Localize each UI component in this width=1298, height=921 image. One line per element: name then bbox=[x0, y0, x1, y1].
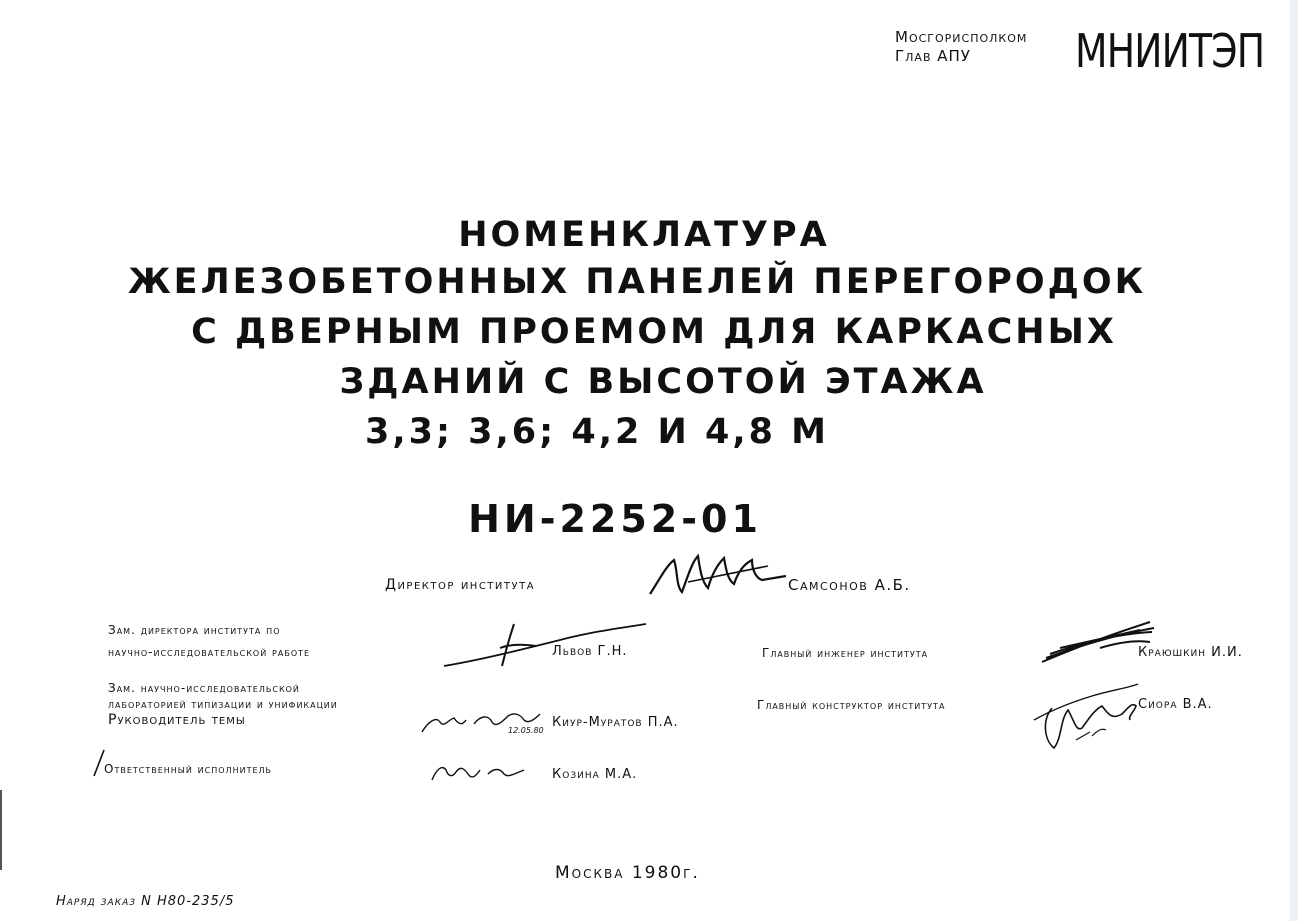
lab-head-role-line-3: Руководитель темы bbox=[108, 712, 246, 728]
deputy-research-role-line-1: Зам. директора института по bbox=[108, 623, 281, 637]
title-line-4: ЗДАНИЙ С ВЫСОТОЙ ЭТАЖА bbox=[339, 362, 987, 402]
org-line-1: Мосгорисполком bbox=[895, 28, 1028, 46]
org-line-2: Глав АПУ bbox=[895, 47, 971, 65]
lab-head-name: Киур-Муратов П.А. bbox=[552, 715, 679, 730]
chief-designer-name: Сиора В.А. bbox=[1138, 697, 1213, 712]
executor-signature bbox=[428, 756, 528, 786]
lab-head-role-line-1: Зам. научно-исследовательской bbox=[108, 681, 300, 695]
organization-block bbox=[895, 28, 1027, 66]
director-role: Директор института bbox=[385, 577, 536, 593]
chief-designer-role: Главный конструктор института bbox=[757, 698, 946, 712]
lab-head-role-line-2: лабораторией типизации и унификации bbox=[108, 697, 338, 711]
scan-edge-left bbox=[0, 790, 2, 870]
deputy-research-role bbox=[108, 622, 310, 660]
executor-role: Ответственный исполнитель bbox=[104, 762, 273, 776]
title-line-2: ЖЕЛЕЗОБЕТОННЫХ ПАНЕЛЕЙ ПЕРЕГОРОДОК bbox=[127, 262, 1147, 302]
title-line-1: НОМЕНКЛАТУРА bbox=[458, 215, 830, 255]
chief-designer-signature bbox=[1032, 680, 1142, 752]
executor-name: Козина М.А. bbox=[552, 767, 638, 782]
chief-engineer-name: Краюшкин И.И. bbox=[1138, 645, 1243, 660]
title-line-3: С ДВЕРНЫМ ПРОЕМОМ ДЛЯ КАРКАСНЫХ bbox=[191, 312, 1117, 352]
chief-engineer-role: Главный инженер института bbox=[762, 646, 929, 660]
institute-logo-text: МНИИТЭП bbox=[1075, 24, 1265, 78]
title-line-5: 3,3; 3,6; 4,2 И 4,8 М bbox=[364, 412, 830, 452]
order-number: Наряд заказ N Н80-235/5 bbox=[56, 894, 235, 909]
lab-head-signature-date: 12.05.80 bbox=[508, 726, 544, 735]
director-signature bbox=[648, 552, 788, 598]
director-name: Самсонов А.Б. bbox=[788, 576, 911, 594]
city-year: Москва 1980г. bbox=[555, 863, 700, 883]
deputy-research-role-line-2: научно-исследовательской работе bbox=[108, 645, 311, 659]
scan-edge bbox=[1290, 0, 1298, 921]
lab-head-role bbox=[108, 680, 338, 728]
document-code: НИ-2252-01 bbox=[468, 497, 762, 541]
deputy-research-name: Львов Г.Н. bbox=[552, 644, 628, 659]
